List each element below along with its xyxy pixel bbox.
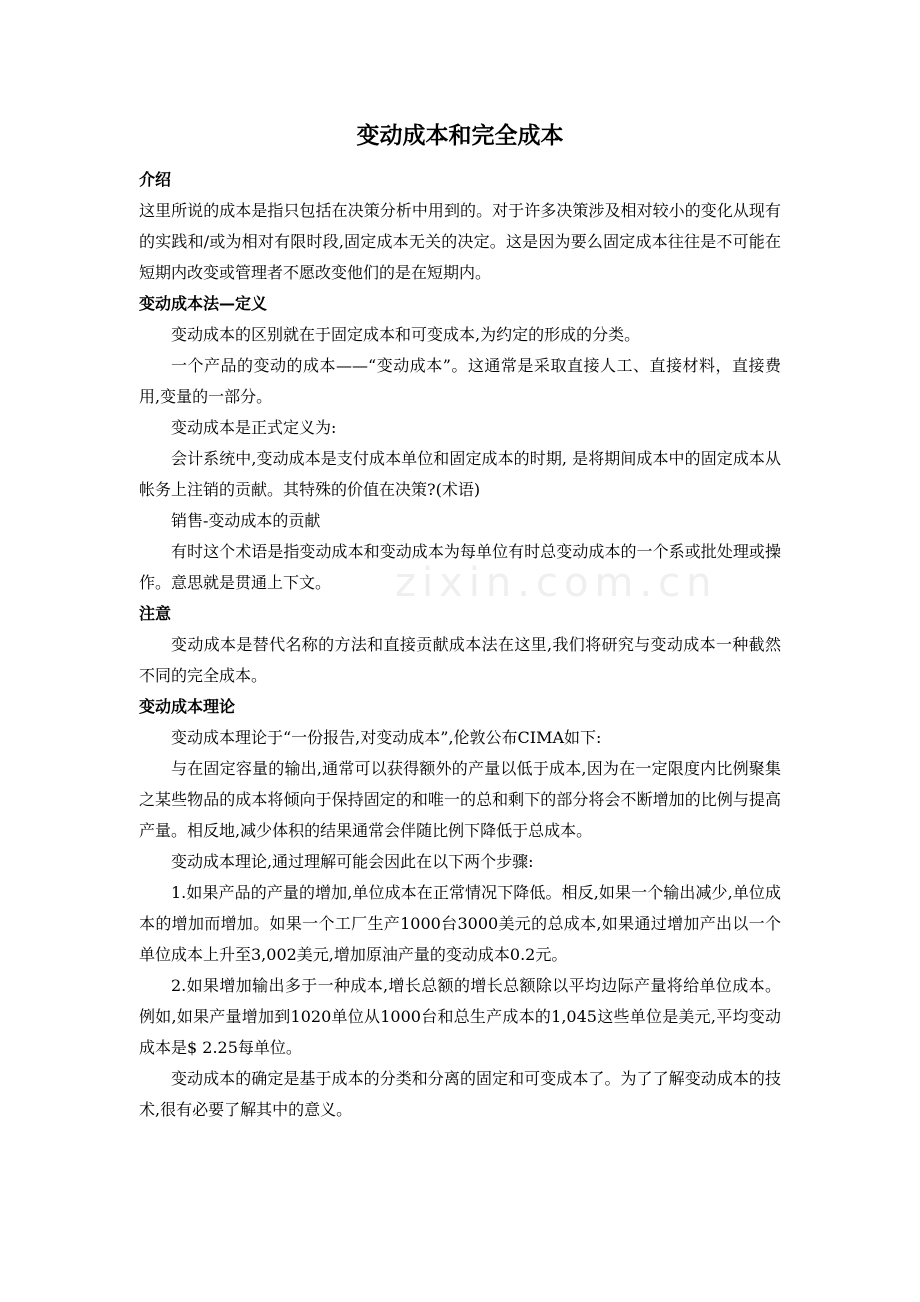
- sections-container: [139, 164, 781, 1125]
- watermark: zixin.com.cn: [395, 560, 718, 606]
- paragraph: 变动成本的区别就在于固定成本和可变成本,为约定的形成的分类。: [171, 325, 641, 344]
- paragraph: 这里所说的成本是指只包括在决策分析中用到的。对于许多决策涉及相对较小的变化从现有的实践和/或为相对有限时段,固定成本无关的决定。这是因为要么固定成本往往是不可能在短期内改变或管理者不愿改变他们的是在短期内。: [139, 201, 781, 282]
- paragraph: 与在固定容量的输出,通常可以获得额外的产量以低于成本,因为在一定限度内比例聚集之某些物品的成本将倾向于保持固定的和唯一的总和剩下的部分将会不断增加的比例与提高产量。相反地,减少体积的结果通常会伴随比例下降低于总成本。: [139, 759, 781, 840]
- paragraph: 变动成本的确定是基于成本的分类和分离的固定和可变成本了。为了了解变动成本的技术,很有必要了解其中的意义。: [139, 1069, 781, 1119]
- section: [139, 598, 781, 691]
- paragraph: 一个产品的变动的成本——“变动成本”。这通常是采取直接人工、直接材料，直接费用,变量的一部分。: [139, 356, 781, 406]
- document-body: [139, 118, 781, 1125]
- section: [139, 164, 781, 288]
- section-heading: 注意: [139, 604, 172, 623]
- paragraph: 1.如果产品的产量的增加,单位成本在正常情况下降低。相反,如果一个输出减少,单位成本的增加而增加。如果一个工厂生产1000台3000美元的总成本,如果通过增加产出以一个单位成本上升至3,002美元,增加原油产量的变动成本0.2元。: [139, 883, 781, 964]
- paragraph: 变动成本理论,通过理解可能会因此在以下两个步骤:: [171, 852, 534, 871]
- paragraph: 变动成本理论于“一份报告,对变动成本”,伦敦公布CIMA如下:: [171, 728, 602, 747]
- paragraph: 会计系统中,变动成本是支付成本单位和固定成本的时期, 是将期间成本中的固定成本从帐务上注销的贡献。其特殊的价值在决策?(术语): [139, 449, 781, 499]
- paragraph: 有时这个术语是指变动成本和变动成本为每单位有时总变动成本的一个系或批处理或操作。意思就是贯通上下文。: [139, 542, 781, 592]
- paragraph: 变动成本是替代名称的方法和直接贡献成本法在这里,我们将研究与变动成本一种截然不同的完全成本。: [139, 635, 781, 685]
- section-heading: 变动成本理论: [139, 697, 236, 716]
- section-heading: 变动成本法—定义: [139, 294, 268, 313]
- paragraph: 销售-变动成本的贡献: [171, 511, 321, 530]
- section: [139, 288, 781, 598]
- page-title: 变动成本和完全成本: [356, 123, 564, 149]
- paragraph: 变动成本是正式定义为:: [171, 418, 337, 437]
- section-heading: 介绍: [139, 170, 172, 189]
- section: [139, 691, 781, 1125]
- paragraph: 2.如果增加输出多于一种成本,增长总额的增长总额除以平均边际产量将给单位成本。例如,如果产量增加到1020单位从1000台和总生产成本的1,045这些单位是美元,平均变动成本是$ 2.25每单位。: [139, 976, 781, 1057]
